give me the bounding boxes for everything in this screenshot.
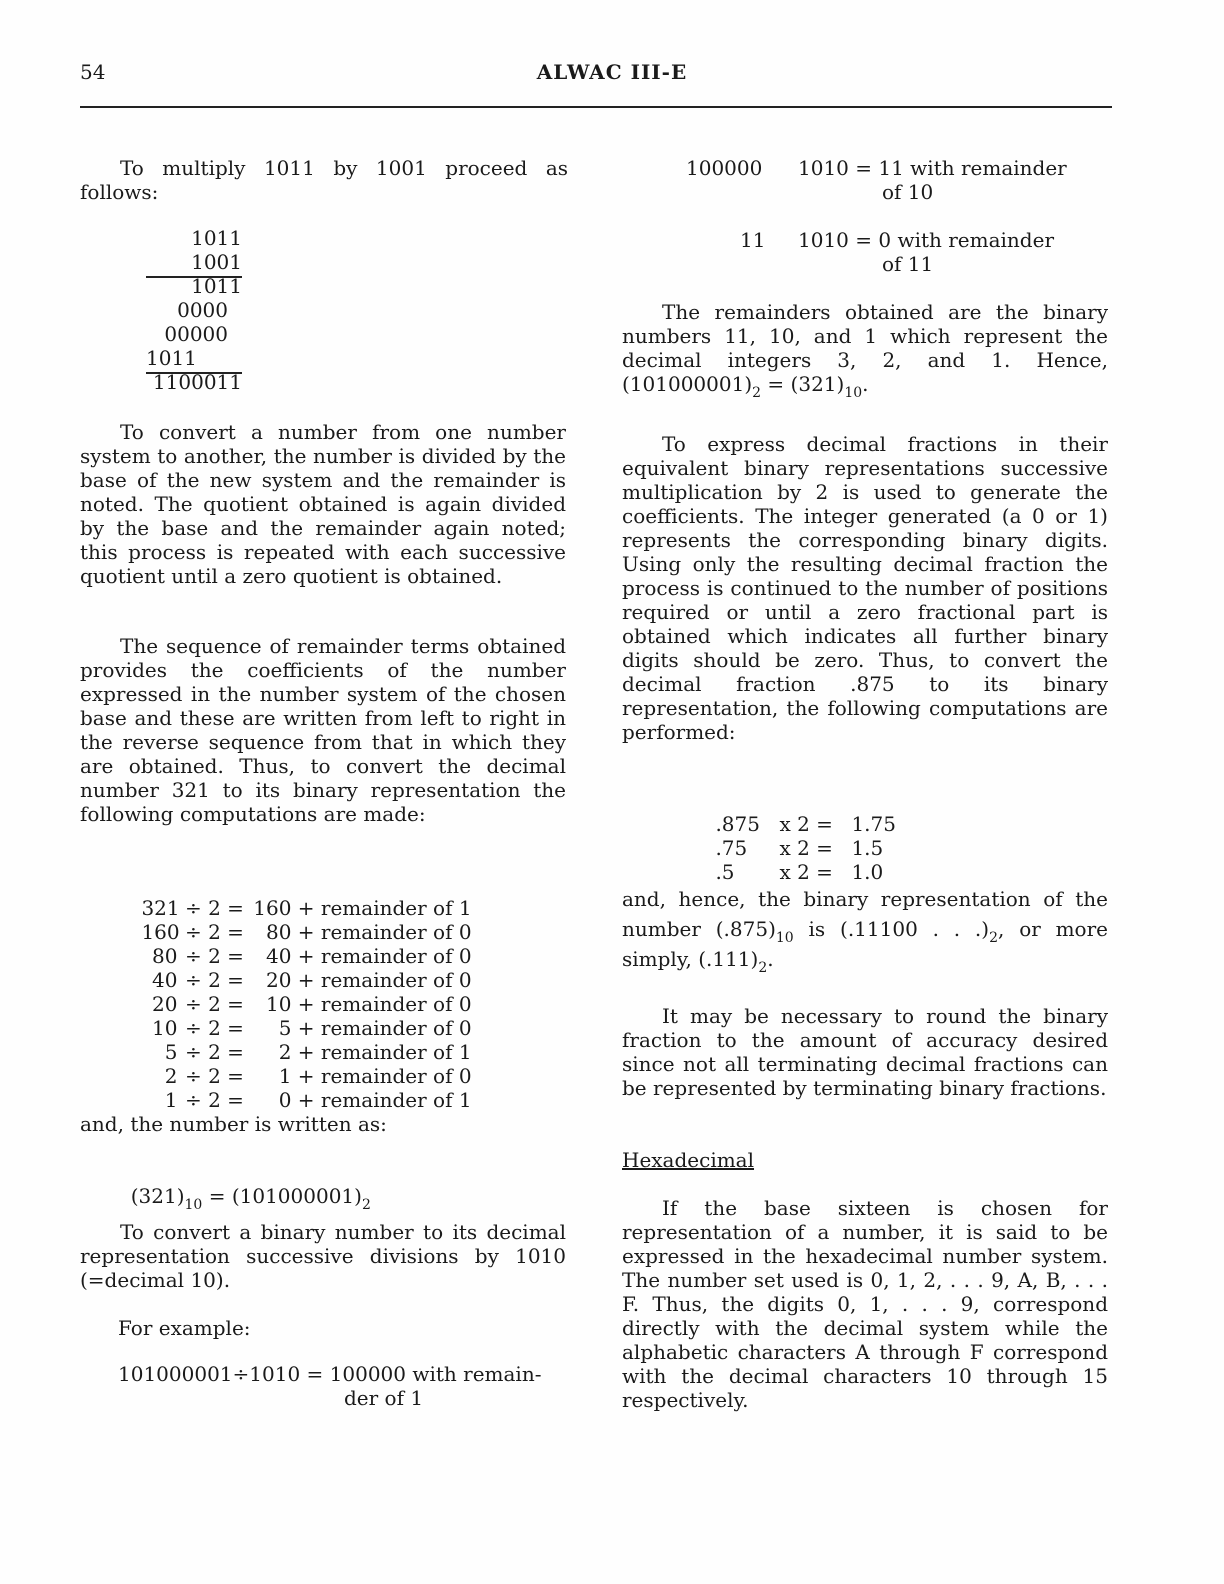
running-head: ALWAC III-E [536,60,688,84]
example-division-line: 101000001÷1010 = 100000 with remain- [118,1362,542,1386]
mult-line: 0000 [177,298,228,322]
division-row: 40 ÷ 2 = 20 + remainder of 0 [151,968,472,992]
right-div-row-2-remainder: of 11 [882,252,934,276]
right-paragraph-binary-representation: and, hence, the binary representation of the number $(.875)_{10}$ is (.11100 . . $.)_2$, or more simply, $(.111)_2$. [622,887,1108,976]
right-div-row-2-result: 1010 = 0 with remainder [798,228,1055,252]
fraction-mult-row: .5 x 2 = 1.0 [715,860,884,884]
left-paragraph-for-example: For example: [118,1316,251,1340]
left-paragraph-multiply: To multiply 1011 by 1001 proceed as follows: [80,156,568,204]
equation-321: $(321)_{10} = (101000001)_2$ [130,1184,371,1213]
page-number: 54 [80,60,106,84]
fraction-mult-row: .75 x 2 = 1.5 [715,836,884,860]
left-paragraph-convert: To convert a number from one number system to another, the number is divided by the base of the new system and the remainder is noted. The quotient obtained is again divided by the base and the remainder again noted; this process is repeated with each successive quotient until a zero quotient is obtained. [80,420,566,588]
mult-line: 1011 [191,226,242,250]
right-div-row-2-dividend: 11 [740,228,766,252]
right-div-row-1-dividend: 100000 [686,156,763,180]
division-row: 321 ÷ 2 = 160 + remainder of 1 [141,896,472,920]
division-row: 2 ÷ 2 = 1 + remainder of 0 [164,1064,472,1088]
left-paragraph-written-as: and, the number is written as: [80,1112,387,1136]
section-heading-hexadecimal: Hexadecimal [622,1148,755,1172]
mult-line: 1001 [191,250,242,274]
right-div-row-1-remainder: of 10 [882,180,934,204]
division-row: 1 ÷ 2 = 0 + remainder of 1 [164,1088,472,1112]
hence-equation: $(101000001)_2 = (321)_{10}$. [622,372,869,401]
division-row: 160 ÷ 2 = 80 + remainder of 0 [141,920,472,944]
left-paragraph-sequence: The sequence of remainder terms obtained provides the coefficients of the number expressed in the number system of the chosen base and these are written from left to right in the reverse sequence from that in which they are obtained. Thus, to convert the decimal number 321 to its binary representation the following computations are made: [80,634,566,826]
right-paragraph-rounding: It may be necessary to round the binary fraction to the amount of accuracy desired since not all terminating decimal fractions can be represented by terminating binary fractions. [622,1004,1108,1100]
division-row: 5 ÷ 2 = 2 + remainder of 1 [164,1040,472,1064]
division-row: 10 ÷ 2 = 5 + remainder of 0 [151,1016,472,1040]
division-row: 20 ÷ 2 = 10 + remainder of 0 [151,992,472,1016]
right-div-row-1-result: 1010 = 11 with remainder [798,156,1067,180]
mult-line: 1011 [191,274,242,298]
division-row: 80 ÷ 2 = 40 + remainder of 0 [151,944,472,968]
header-rule [80,106,1112,108]
fraction-mult-row: .875 x 2 = 1.75 [715,812,896,836]
example-division-remainder: der of 1 [344,1386,424,1410]
mult-line: 00000 [164,322,228,346]
right-paragraph-hexadecimal: If the base sixteen is chosen for representation of a number, it is said to be expressed in the hexadecimal number system. The number set used is 0, 1, 2, . . . 9, A, B, . . . F. Thus, the digits 0, 1, . . . 9, correspond directly with the decimal system while the alphabetic characters A through F correspond with the decimal characters 10 through 15 respectively. [622,1196,1108,1412]
mult-line: 1100011 [152,370,242,394]
mult-line: 1011 [146,346,197,370]
right-paragraph-remainders: The remainders obtained are the binary numbers 11, 10, and 1 which represent the decimal integers 3, 2, and 1. Hence, $(101000001)_2 = (321)_{10}$. [622,300,1108,401]
right-paragraph-fractions: To express decimal fractions in their equivalent binary representations successive multiplication by 2 is used to generate the coefficients. The integer generated (a 0 or 1) represents the corresponding binary digits. Using only the resulting decimal fraction the process is continued to the number of positions required or until a zero fractional part is obtained which indicates all further binary digits should be zero. Thus, to convert the decimal fraction .875 to its binary representation, the following computations are performed: [622,432,1108,744]
left-paragraph-binary-to-decimal: To convert a binary number to its decimal representation successive divisions by 1010 (=decimal 10). [80,1220,566,1292]
